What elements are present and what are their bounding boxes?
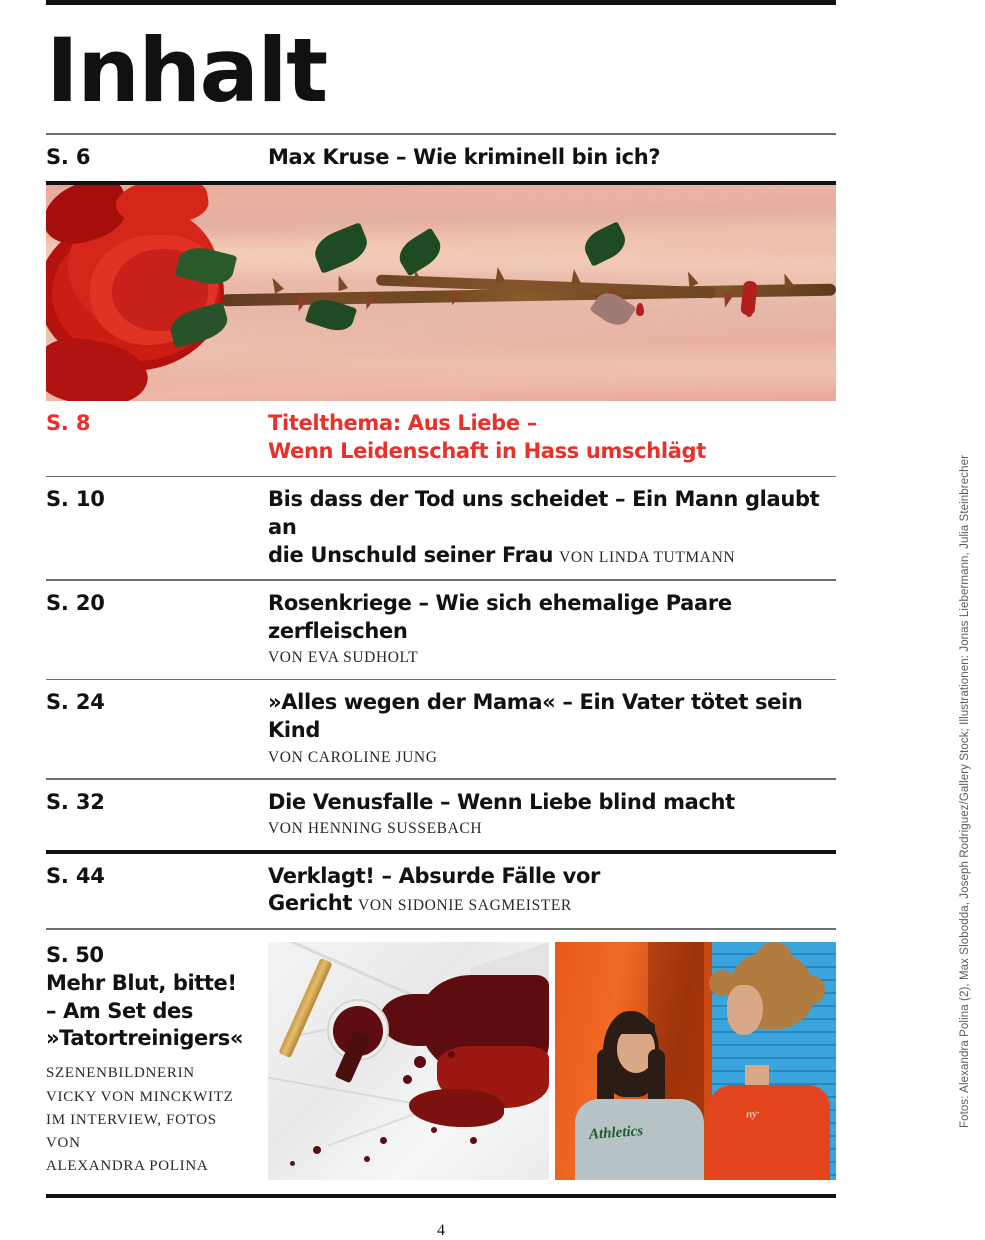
- person-right-tshirt: [707, 1085, 831, 1180]
- spacer: [46, 1180, 836, 1194]
- blood-dot: [448, 1051, 455, 1058]
- thorn-icon: [334, 274, 348, 291]
- feature-block-s50[interactable]: [46, 930, 836, 1180]
- toc-entry-s24[interactable]: [46, 680, 836, 778]
- blood-dot: [470, 1137, 477, 1144]
- feature-page-number: S. 50: [46, 942, 104, 967]
- toc-title-line1: Die Venusfalle – Wenn Liebe blind macht: [268, 789, 735, 814]
- toc-title-line1: Max Kruse – Wie kriminell bin ich?: [268, 144, 661, 169]
- blood-dot: [414, 1056, 426, 1068]
- toc-title-line2: die Unschuld seiner Frau: [268, 542, 554, 567]
- toc-byline: VON CAROLINE JUNG: [268, 748, 438, 766]
- photo-credit-vertical: Fotos: Alexandra Polina (2), Max Slobodda, Joseph Rodriguez/Gallery Stock; Illustrationen: Jonas Liebermann, Julia Steinbrecher: [959, 454, 971, 1128]
- toc-page-number: S. 10: [46, 487, 105, 512]
- blood-dot: [290, 1161, 295, 1166]
- toc-page-number: S. 20: [46, 590, 105, 615]
- feature-head-line2: – Am Set des: [46, 998, 193, 1023]
- toc-entry-s44[interactable]: [46, 854, 836, 928]
- photo-fake-blood: [268, 942, 549, 1180]
- toc-entry-s8[interactable]: [46, 401, 836, 475]
- blood-dot: [403, 1075, 412, 1084]
- blood-dot: [431, 1127, 437, 1133]
- toc-entry-title: [268, 144, 836, 172]
- blood-drop-icon: [636, 303, 644, 316]
- person-right-curl: [757, 942, 791, 968]
- feature-credit: [46, 1062, 254, 1178]
- toc-entry-title: [268, 863, 836, 918]
- toc-entry-title: [268, 789, 836, 840]
- toc-title-line1: Rosenkriege – Wie sich ehemalige Paare zerfleischen: [268, 590, 732, 643]
- feature-credit-line3: IM INTERVIEW, FOTOS VON: [46, 1111, 217, 1152]
- toc-entry-s32[interactable]: [46, 780, 836, 850]
- folio: 4: [437, 1221, 445, 1239]
- rose-bloom: [46, 191, 268, 397]
- toc-title-line1: Verklagt! – Absurde Fälle vor Gericht: [268, 863, 601, 916]
- toc-entry-title: [268, 486, 836, 569]
- feature-head-line1: Mehr Blut, bitte!: [46, 970, 237, 995]
- toc-page-number: S. 44: [46, 863, 105, 888]
- tshirt-text: ny·: [745, 1107, 761, 1121]
- feature-credit-line2: VICKY VON MINCKWITZ: [46, 1088, 234, 1105]
- toc-byline: VON LINDA TUTMANN: [559, 548, 736, 566]
- feature-credit-line4: ALEXANDRA POLINA: [46, 1158, 209, 1175]
- blood-splatter: [380, 994, 453, 1046]
- blood-dot: [313, 1146, 321, 1154]
- feature-heading: [46, 942, 254, 1054]
- thorn-icon: [268, 276, 284, 294]
- photo-two-women: [555, 942, 836, 1180]
- blood-dot: [364, 1156, 370, 1162]
- brush-handle: [278, 958, 332, 1058]
- toc-byline: VON HENNING SUSSEBACH: [268, 820, 483, 838]
- toc-byline: VON SIDONIE SAGMEISTER: [358, 897, 572, 915]
- person-right-face: [727, 985, 763, 1035]
- toc-title-line1: »Alles wegen der Mama« – Ein Vater tötet sein Kind: [268, 690, 803, 742]
- toc-entry-s10[interactable]: [46, 477, 836, 579]
- toc-page-number: S. 24: [46, 690, 105, 715]
- blood-dot: [380, 1137, 387, 1144]
- toc-page-number: S. 8: [46, 411, 91, 436]
- sweatshirt-text: Athletics: [588, 1123, 644, 1143]
- toc-entry-title: [268, 590, 836, 669]
- blood-splatter: [409, 1089, 505, 1127]
- toc-title-line2: Wenn Leidenschaft in Hass umschlägt: [268, 438, 706, 463]
- rose-illustration: [46, 185, 836, 401]
- feature-credit-line1: SZENENBILDNERIN: [46, 1065, 195, 1082]
- toc-entry-s6[interactable]: [46, 135, 836, 182]
- page-title: Inhalt: [46, 19, 327, 122]
- toc-entry-title: [268, 410, 836, 465]
- feature-text: [46, 942, 268, 1179]
- toc-entry-s20[interactable]: [46, 581, 836, 679]
- toc-byline: VON EVA SUDHOLT: [268, 649, 419, 667]
- toc-title-line1: Titelthema: Aus Liebe –: [268, 411, 537, 436]
- toc-page-number: S. 32: [46, 789, 105, 814]
- toc-page-number: S. 6: [46, 144, 91, 169]
- feature-head-line3: »Tatortreinigers«: [46, 1026, 244, 1051]
- thorn-icon: [569, 269, 581, 285]
- person-left-bangs: [611, 1020, 655, 1034]
- toc-title-line1: Bis dass der Tod uns scheidet – Ein Mann glaubt an: [268, 487, 820, 539]
- toc-entry-title: [268, 689, 836, 768]
- feature-photos: [268, 942, 836, 1180]
- person-right-curl: [795, 975, 825, 1005]
- toc-page: [46, 0, 836, 1239]
